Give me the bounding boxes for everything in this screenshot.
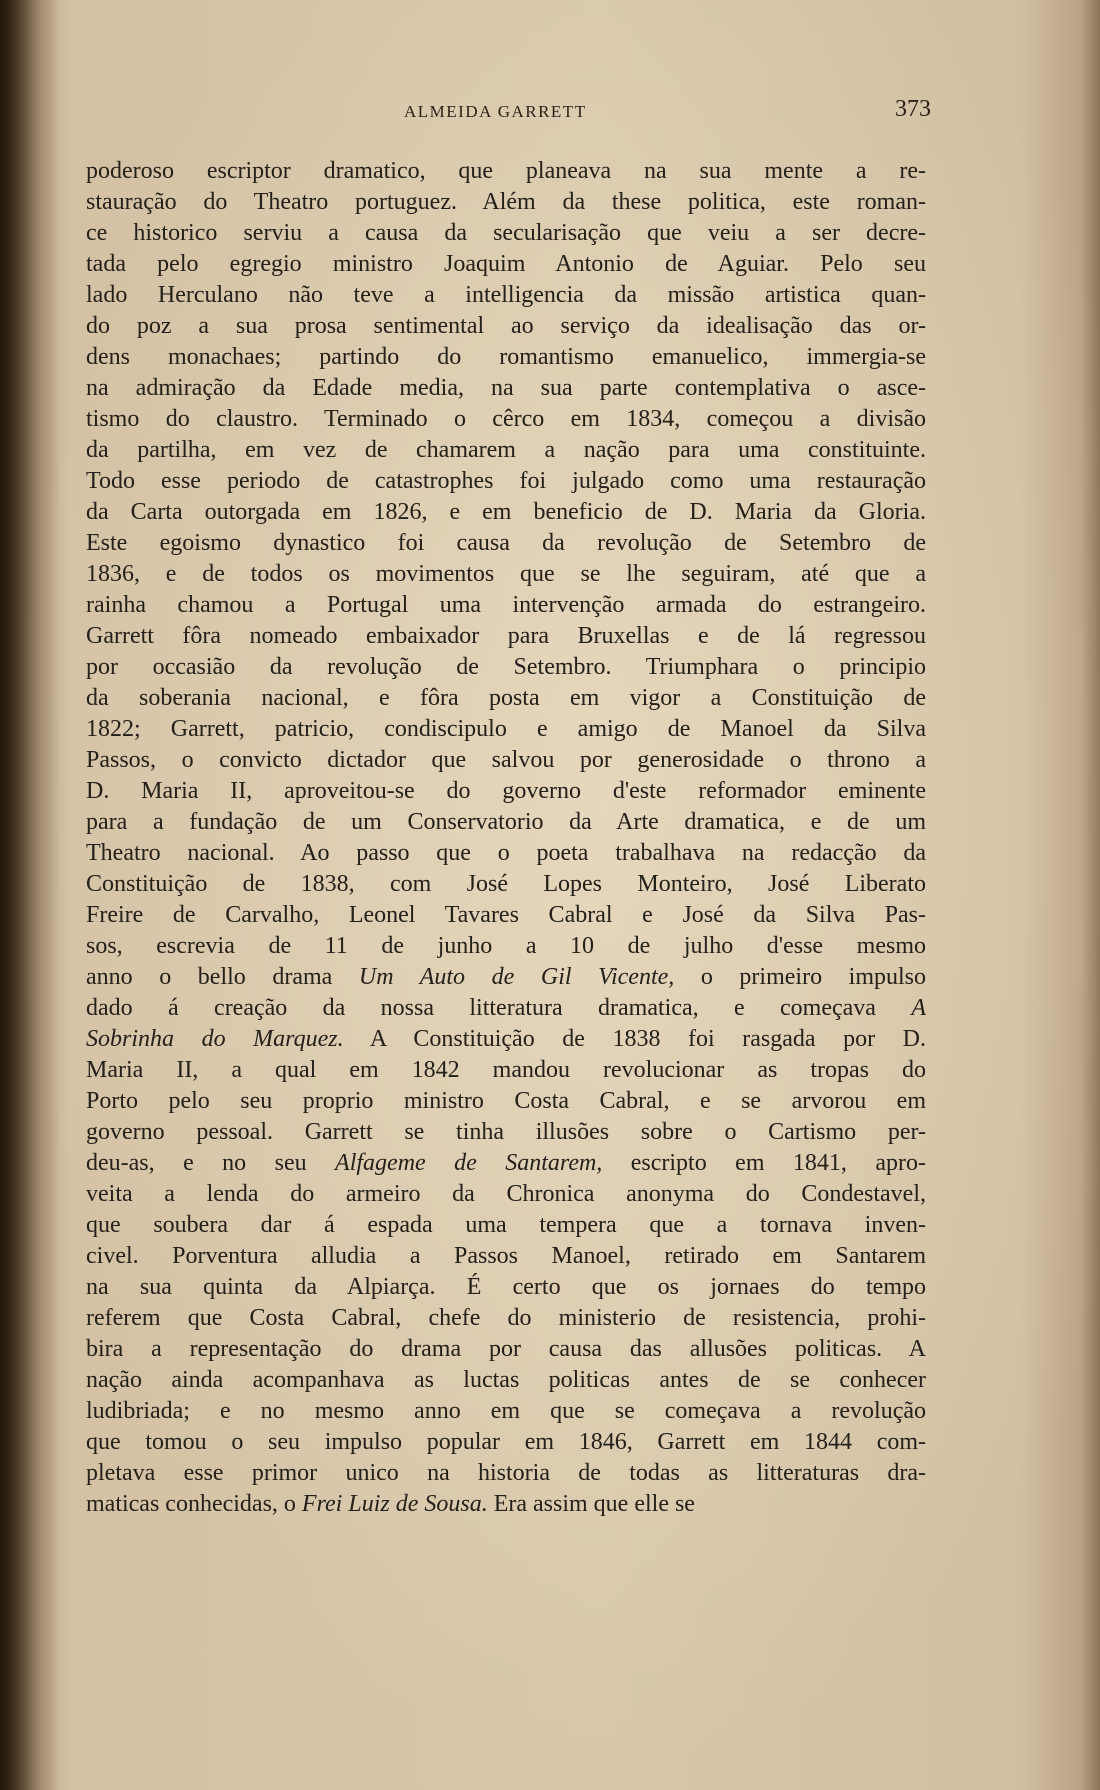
- page-header: [0, 96, 1100, 136]
- text-line: [86, 1148, 926, 1179]
- text-line: que soubera dar á espada uma tempera que a tornava inven-: [86, 1212, 926, 1238]
- text-line: D. Maria II, aproveitou-se do governo d'este reformador eminente: [86, 778, 926, 804]
- running-title: ALMEIDA GARRETT: [404, 102, 587, 121]
- text-segment: A Constituição de 1838 foi rasgada por D.: [343, 1026, 926, 1052]
- text-line: bira a representação do drama por causa das allusões politicas. A: [86, 1336, 926, 1362]
- text-line: Garrett fôra nomeado embaixador para Bruxellas e de lá regressou: [86, 623, 926, 649]
- text-line: para a fundação de um Conservatorio da Arte dramatica, e de um: [86, 809, 926, 835]
- text-line: da partilha, em vez de chamarem a nação para uma constituinte.: [86, 437, 926, 463]
- text-segment: escripto em 1841, apro-: [602, 1150, 926, 1176]
- text-segment: o primeiro impulso: [674, 964, 926, 990]
- text-line: [86, 993, 926, 1024]
- text-line: referem que Costa Cabral, chefe do ministerio de resistencia, prohi-: [86, 1305, 926, 1331]
- text-line: da Carta outorgada em 1826, e em beneficio de D. Maria da Gloria.: [86, 499, 926, 525]
- text-line: stauração do Theatro portuguez. Além da these politica, este roman-: [86, 189, 926, 215]
- text-line: civel. Porventura alludia a Passos Manoel, retirado em Santarem: [86, 1243, 926, 1269]
- italic-title: Um Auto de Gil Vicente,: [358, 964, 675, 990]
- text-segment: Era assim que elle se: [487, 1491, 695, 1517]
- italic-title: A: [911, 995, 926, 1021]
- italic-title: Frei Luiz de Sousa.: [301, 1491, 488, 1517]
- text-segment: deu-as, e no seu: [86, 1150, 336, 1176]
- text-line: governo pessoal. Garrett se tinha illusões sobre o Cartismo per-: [86, 1119, 926, 1145]
- text-line: poderoso escriptor dramatico, que planeava na sua mente a re-: [86, 158, 926, 184]
- text-line: Maria II, a qual em 1842 mandou revolucionar as tropas do: [86, 1057, 926, 1083]
- text-line: Theatro nacional. Ao passo que o poeta trabalhava na redacção da: [86, 840, 926, 866]
- text-line: da soberania nacional, e fôra posta em vigor a Constituição de: [86, 685, 926, 711]
- text-line: Freire de Carvalho, Leonel Tavares Cabral e José da Silva Pas-: [86, 902, 926, 928]
- text-line: na admiração da Edade media, na sua parte contemplativa o asce-: [86, 375, 926, 401]
- text-line: pletava esse primor unico na historia de todas as litteraturas dra-: [86, 1460, 926, 1486]
- text-line: sos, escrevia de 11 de junho a 10 de julho d'esse mesmo: [86, 933, 926, 959]
- text-line: [86, 1489, 926, 1520]
- text-segment: anno o bello drama: [86, 964, 359, 990]
- text-line: dens monachaes; partindo do romantismo emanuelico, immergia-se: [86, 344, 926, 370]
- text-line: 1822; Garrett, patricio, condiscipulo e amigo de Manoel da Silva: [86, 716, 926, 742]
- text-line: Constituição de 1838, com José Lopes Monteiro, José Liberato: [86, 871, 926, 897]
- body-text: [86, 156, 926, 1520]
- italic-title: Alfageme de Santarem,: [335, 1150, 603, 1176]
- text-line: do poz a sua prosa sentimental ao serviço da idealisação das or-: [86, 313, 926, 339]
- text-line: nação ainda acompanhava as luctas politicas antes de se conhecer: [86, 1367, 926, 1393]
- text-line: ce historico serviu a causa da secularisação que veiu a ser decre-: [86, 220, 926, 246]
- text-line: que tomou o seu impulso popular em 1846, Garrett em 1844 com-: [86, 1429, 926, 1455]
- spine-shadow: [0, 0, 60, 1790]
- text-line: Este egoismo dynastico foi causa da revolução de Setembro de: [86, 530, 926, 556]
- text-line: rainha chamou a Portugal uma intervenção armada do estrangeiro.: [86, 592, 926, 618]
- text-line: por occasião da revolução de Setembro. Triumphara o principio: [86, 654, 926, 680]
- text-line: Passos, o convicto dictador que salvou por generosidade o throno a: [86, 747, 926, 773]
- text-segment: maticas conhecidas, o: [86, 1491, 302, 1517]
- text-line: tada pelo egregio ministro Joaquim Antonio de Aguiar. Pelo seu: [86, 251, 926, 277]
- italic-title: Sobrinha do Marquez.: [86, 1026, 344, 1052]
- text-line: 1836, e de todos os movimentos que se lhe seguiram, até que a: [86, 561, 926, 587]
- text-segment: dado á creação da nossa litteratura dramatica, e começava: [86, 995, 912, 1021]
- page-number: 373: [895, 96, 931, 122]
- text-line: lado Herculano não teve a intelligencia da missão artistica quan-: [86, 282, 926, 308]
- text-line: na sua quinta da Alpiarça. É certo que os jornaes do tempo: [86, 1274, 926, 1300]
- text-line: Todo esse periodo de catastrophes foi julgado como uma restauração: [86, 468, 926, 494]
- text-line: [86, 1024, 926, 1055]
- text-line: Porto pelo seu proprio ministro Costa Cabral, e se arvorou em: [86, 1088, 926, 1114]
- text-line: tismo do claustro. Terminado o cêrco em 1834, começou a divisão: [86, 406, 926, 432]
- text-line: veita a lenda do armeiro da Chronica anonyma do Condestavel,: [86, 1181, 926, 1207]
- text-line: ludibriada; e no mesmo anno em que se começava a revolução: [86, 1398, 926, 1424]
- text-line: [86, 962, 926, 993]
